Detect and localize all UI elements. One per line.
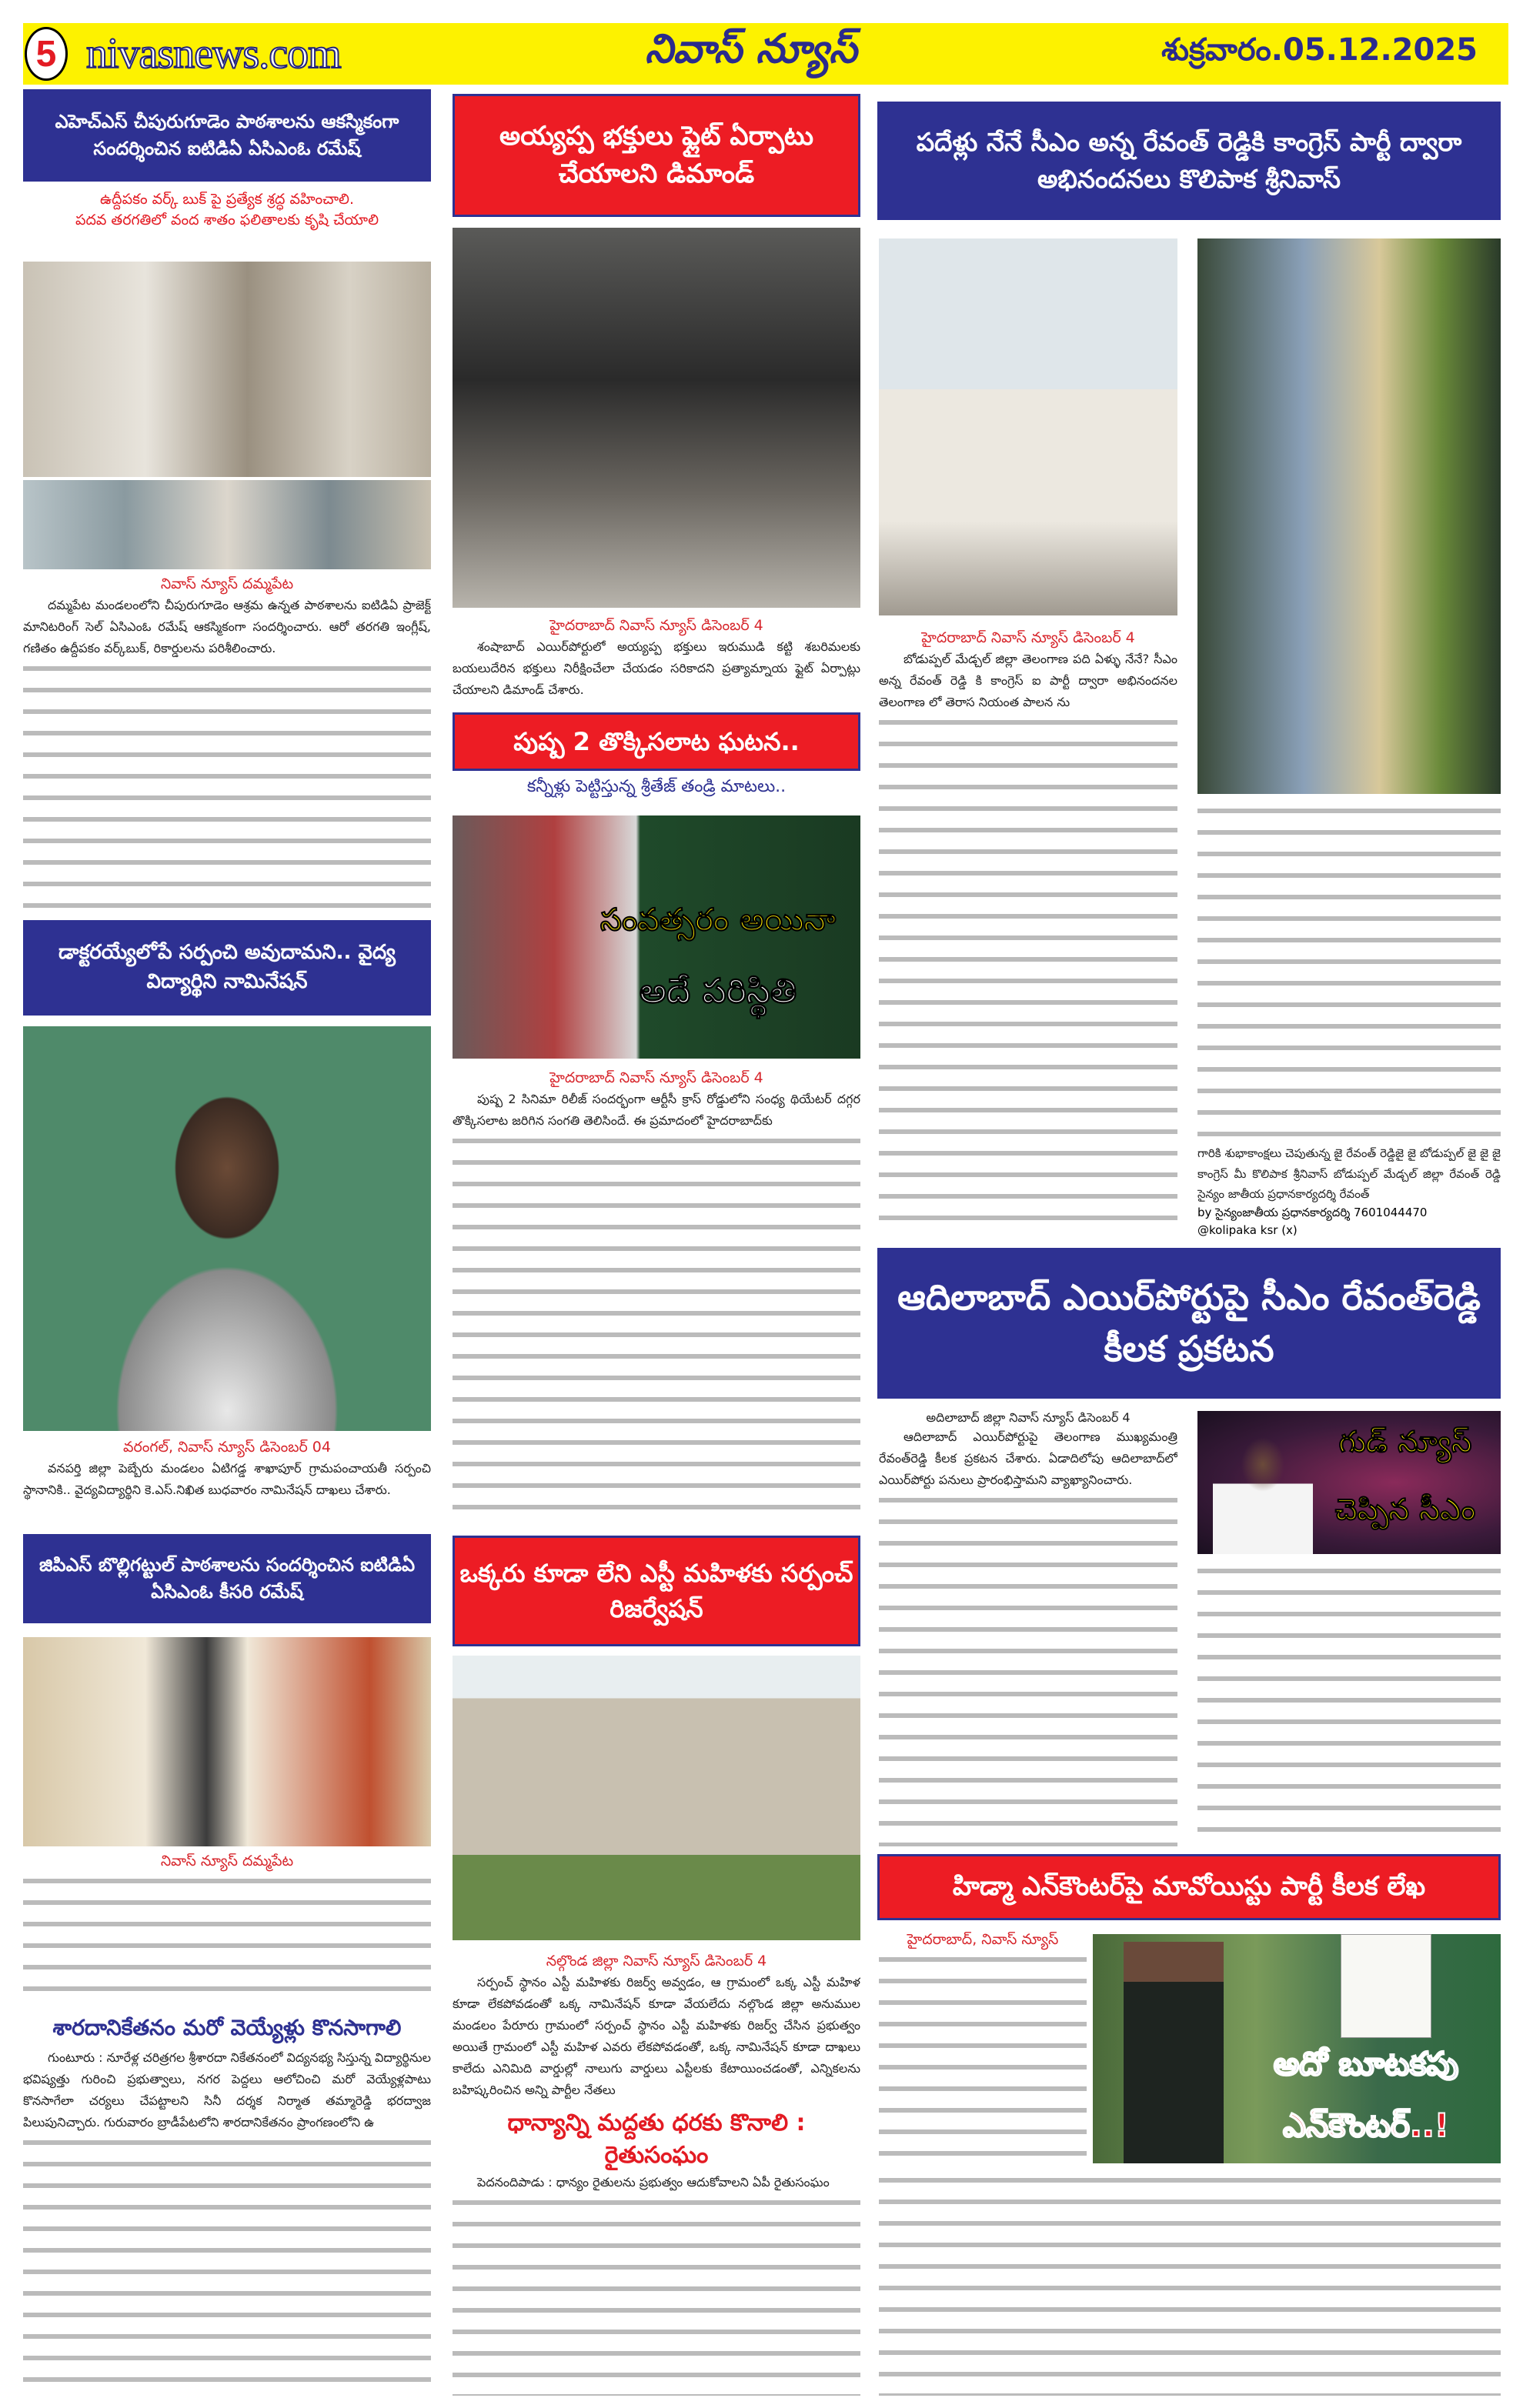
photo-classroom (23, 480, 431, 569)
person-figure (1124, 1942, 1224, 2163)
photo-hidma (1093, 1934, 1501, 2163)
photo-cm-good-news (1197, 1411, 1501, 1554)
photo-village-office (453, 1656, 860, 1940)
dateline: నివాస్ న్యూస్ దమ్మపేట (160, 1853, 294, 1869)
article-pushpa (453, 1068, 860, 1509)
headline-rythu: ధాన్యాన్ని మద్దతు ధరకు కొనాలి : రైతుసంఘం (507, 2109, 806, 2169)
dateline: అదిలాబాద్ జిల్లా నివాస్ న్యూస్ డిసెంబర్ 4 (926, 1410, 1131, 1425)
body-text-lines (879, 2171, 1501, 2396)
body-text-lines (1197, 1562, 1501, 1846)
photo-pushpa (453, 815, 860, 1059)
dateline: హైదరాబాద్ నివాస్ న్యూస్ డిసెంబర్ 4 (549, 617, 763, 634)
article-body: దమ్మపేట మండలంలోని చీపురుగూడెం ఆశ్రమ ఉన్నత పాఠశాలను ఐటిడిఏ ప్రాజెక్ట్ మానిటరింగ్ సెల్ ఏసిఎంఓ రమేష్ ఆకస్మికంగా సందర్శించారు. ఆరో తరగతి ఇంగ్లీష్, గణితం ఉద్దీపకం వర్క్‌బుక్, రికార్డులను పరిశీలించారు. (23, 597, 431, 655)
photo-ayyappa-devotees (453, 228, 860, 608)
headline-revanth-wishes: పదేళ్లు నేనే సీఎం అన్న రేవంత్ రెడ్డికి కాంగ్రెస్ పార్టీ ద్వారా అభినందనలు కొలిపాక శ్రీనివాస్ (877, 102, 1501, 220)
article-sharada (23, 2013, 431, 2396)
dateline: వరంగల్, నివాస్ న్యూస్ డిసెంబర్ 04 (123, 1439, 331, 1456)
article-body: బోడుప్పల్ మేడ్చల్ జిల్లా తెలంగాణ పది ఏళ్ళు నేనే? సీఎం అన్న రేవంత్ రెడ్డి కి కాంగ్రెస్ ఐ పార్టీ ద్వారా అభినందనల తెలంగాణ లో తెరాస నియంత పాలన ను (879, 651, 1177, 709)
article-body: సర్పంచ్ స్థానం ఎస్టీ మహిళకు రిజర్వ్ అవ్వడం, ఆ గ్రామంలో ఒక్క ఎస్టీ మహిళ కూడా లేకపోవడంతో ఒక్క నామినేషన్ కూడా వేయలేదు నల్గొండ జిల్లా అనుముల మండలం పేరూరు గ్రామంలో సర్పంచ్ స్థానం ఎస్టీ మహిళకు రిజర్వ్ చేసిన ప్రభుత్వం అయితే గ్రామంలో ఎస్టీ మహిళ ఎవరు లేకపోవడంతో, ఒక్క నామినేషన్ కూడా దాఖలు కాలేదు ఎనిమిది వార్డుల్లో నాలుగు వార్డులు ఎస్టీలకు కేటాయించడంతో, ఎన్నికలను బహిష్కరించిన అన్ని పార్టీల నేతలు (453, 1974, 860, 2097)
article-hidma (879, 1929, 1087, 2163)
page-number-badge: 5 (25, 27, 68, 81)
pushpa-subhead-box (453, 775, 860, 814)
headline-school-visit: ఎహెచ్ఎస్ చీపురుగూడెం పాఠశాలను ఆకస్మికంగా సందర్శించిన ఐటిడిఏ ఏసిఎంఓ రమేష్ (23, 89, 431, 182)
article-doctor-sarpanch (23, 1437, 431, 1529)
article-body-end: గారికి శుభాకాంక్షలు చెపుతున్న జై రేవంత్ రెడ్డిజై జై బోడుప్పల్ జై జై జై కాంగ్రెస్ మీ కొలిపాక శ్రీనివాస్ బోడుప్పల్ మేడ్చల్ జిల్లా రేవంత్ రెడ్డి సైన్యం జాతీయ ప్రధానకార్యదర్శి రేవంత్ (1197, 1146, 1501, 1201)
headline-doctor-sarpanch: డాక్టరయ్యేలోపే సర్పంచి అవుదామని.. వైద్య విద్యార్థిని నామినేషన్ (23, 920, 431, 1016)
article-school-visit (23, 574, 431, 912)
article-st-woman (453, 1951, 860, 2396)
image-caption-1: అదో బూటకపు (1273, 2045, 1459, 2083)
article-body: గుంటూరు : నూరేళ్ల చరిత్రగల శ్రీశారదా నికేతనంలో విద్యనభ్య సిస్తున్న విద్యార్థినుల భవిష్యత్తు గురించి ప్రభుత్వాలు, నగర పెద్దలు ఆలోచించి మరో వెయ్యేళ్లపాటు కొనసాగేలా చర్యలు చేపట్టాలని సినీ దర్శక నిర్మాత తమ్మారెడ్డి భరద్వాజ పిలుపునిచ్చారు. గురువారం బ్రాడీపేటలోని శారదానికేతనం ప్రాంగణంలోని ఉ (23, 2050, 431, 2130)
social-handle[interactable]: @kolipaka ksr (x) (1197, 1222, 1298, 1237)
cm-figure (1213, 1426, 1313, 1554)
headline-ayyappa: అయ్యప్ప భక్తులు ఫ్లైట్ ఏర్పాటు చేయాలని డిమాండ్ (453, 94, 860, 217)
article-gps-visit (23, 1851, 431, 2008)
dateline: నల్గొండ జిల్లా నివాస్ న్యూస్ డిసెంబర్ 4 (546, 1953, 767, 1969)
article-ayyappa (453, 615, 860, 708)
image-caption-1: గుడ్ న్యూస్ (1338, 1425, 1472, 1459)
article-revanth-wishes (879, 628, 1177, 1232)
body-text-lines (453, 2193, 860, 2396)
article-revanth-wishes-cont (1197, 802, 1501, 1239)
body-text-lines (879, 713, 1177, 1232)
subhead-2: పదవ తరగతిలో వంద శాతం ఫలితాలకు కృషి చేయాలి (75, 211, 379, 228)
byline: by సైన్యంజాతీయ ప్రధానకార్యదర్శి 7601044470 (1197, 1206, 1428, 1219)
dateline: హైదరాబాద్ నివాస్ న్యూస్ డిసెంబర్ 4 (921, 629, 1135, 646)
masthead (23, 23, 1508, 85)
site-name[interactable]: nivasnews.com (86, 30, 341, 78)
body-text-lines (879, 1491, 1177, 1846)
newspaper-title: నివాస్ న్యూస్ (645, 25, 857, 72)
photo-with-cm (1197, 238, 1501, 794)
body-text-lines (23, 2133, 431, 2396)
subheads (23, 189, 431, 258)
letter-document (1341, 1934, 1431, 2038)
article-body: వనపర్తి జిల్లా పెబ్బేరు మండలం ఏటిగడ్డ శాఖాపూర్ గ్రామపంచాయతీ సర్పంచి స్థానానికి.. వైద్యవిద్యార్థిని కె.ఎస్.నిఖిత బుధవారం నామినేషన్ దాఖలు చేశారు. (23, 1460, 431, 1497)
body-text-lines (23, 659, 431, 912)
issue-date: శుక్రవారం.05.12.2025 (1161, 32, 1478, 68)
headline-pushpa: పుష్ప 2 తొక్కిసలాట ఘటన.. (453, 712, 860, 771)
photo-nikhita (23, 1026, 431, 1431)
subhead: కన్నీళ్లు పెట్టిస్తున్న శ్రీతేజ్ తండ్రి మాటలు.. (526, 777, 787, 796)
headline-hidma: హిడ్మా ఎన్‌కౌంటర్‌పై మావోయిస్టు పార్టీ కీలక లేఖ (877, 1854, 1501, 1920)
image-caption-2: అదే పరిస్థితి (639, 972, 797, 1011)
article-body: పుష్ప 2 సినిమా రిలీజ్ సందర్భంగా ఆర్టీసీ క్రాస్ రోడ్డులోని సంధ్య థియేటర్ దగ్గర తొక్కిసలాట జరిగిన సంగతి తెలిసిందే. ఈ ప్రమాదంలో హైదరాబాద్‌కు (453, 1091, 860, 1128)
image-caption-1: సంవత్సరం అయినా (600, 902, 837, 938)
headline-sharada: శారదానికేతనం మరో వెయ్యేళ్లు కొనసాగాలి (52, 2015, 402, 2040)
photo-gps-school (23, 1637, 431, 1846)
image-caption-2: చెప్పిన సీఎం (1334, 1492, 1476, 1526)
body-text-lines (23, 1872, 431, 2008)
headline-gps-visit: జిపిఎస్ బొల్లిగట్టుల్ పాఠశాలను సందర్శించిన ఐటిడిఏ ఏసిఎంఓ కీసరి రమేష్ (23, 1534, 431, 1623)
headline-adilabad: ఆదిలాబాద్ ఎయిర్‌పోర్టుపై సీఎం రేవంత్‌రెడ్డి కీలక ప్రకటన (877, 1248, 1501, 1399)
body-text-lines (1197, 802, 1501, 1143)
dateline: నివాస్ న్యూస్ దమ్మపేట (160, 575, 294, 592)
headline-st-woman: ఒక్కరు కూడా లేని ఎస్టీ మహిళకు సర్పంచ్ రిజర్వేషన్ (453, 1536, 860, 1646)
dateline: హైదరాబాద్ నివాస్ న్యూస్ డిసెంబర్ 4 (549, 1069, 763, 1086)
dateline: హైదరాబాద్, నివాస్ న్యూస్ (907, 1931, 1059, 1948)
article-body: ఆదిలాబాద్ ఎయిర్‌పోర్టుపై తెలంగాణ ముఖ్యమంత్రి రేవంత్‌రెడ్డి కీలక ప్రకటన చేశారు. ఏడాదిలోపు ఆదిలాబాద్‌లో ఎయిర్‌పోర్టు పనులు ప్రారంభిస్తామని వ్యాఖ్యానించారు. (879, 1429, 1177, 1488)
article-adilabad (879, 1409, 1177, 1846)
image-caption-2: ఎన్‌కౌంటర్..! (1283, 2106, 1449, 2144)
body-text-lines (879, 1950, 1087, 2163)
article-body: పెదనందిపాడు : ధాన్యం రైతులను ప్రభుత్వం ఆదుకోవాలని ఏపీ రైతుసంఘం (477, 2174, 830, 2190)
article-body: శంషాబాద్ ఎయిర్‌పోర్టులో అయ్యప్ప భక్తులు ఇరుముడి కట్టి శబరిమలకు బయలుదేరిన భక్తులు నిరీక్షించేలా చేయడం సరికాదని ప్రత్యామ్నాయ ఫ్లైట్ ఏర్పాట్లు చేయాలని డిమాండ్ చేశారు. (453, 639, 860, 697)
subhead-1: ఉద్దీపకం వర్క్ బుక్ పై ప్రత్యేక శ్రద్ధ వహించాలి. (100, 191, 354, 208)
photo-greeting (879, 238, 1177, 615)
photo-school-visit (23, 262, 431, 477)
body-text-lines (453, 1132, 860, 1509)
